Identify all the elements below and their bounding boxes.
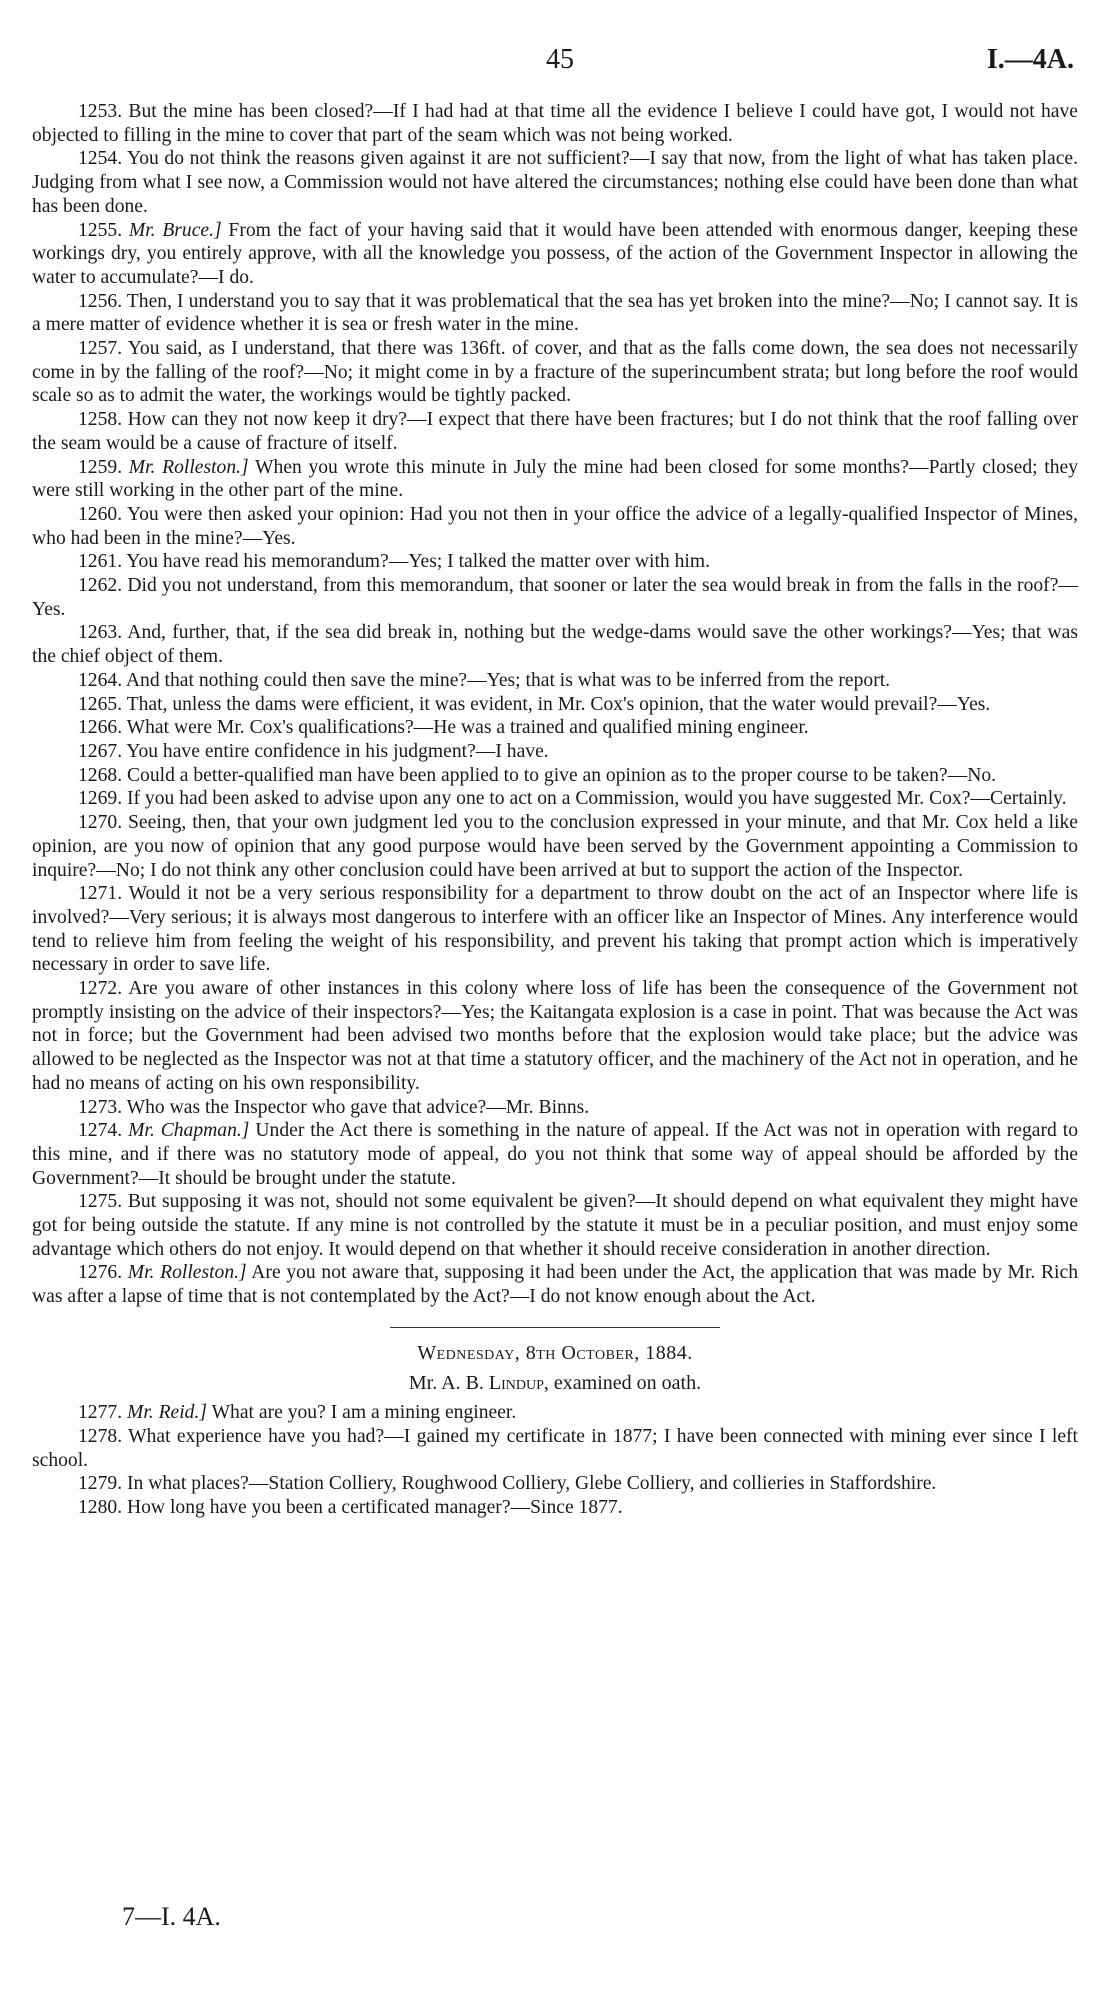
signature-mark: 7—I. 4A. (122, 1902, 221, 1931)
question-text: 1268. Could a better-qualified man have been applied to to give an opinion as to the proper course to be taken?—No. (78, 764, 997, 786)
question-text: 1266. What were Mr. Cox's qualifications?—He was a trained and qualified mining engineer. (78, 717, 809, 739)
question-paragraph (32, 977, 1078, 1096)
question-text: 1257. You said, as I understand, that there was 136ft. of cover, and that as the falls come down, the sea does not necessarily come in by the falling of the roof?—No; it might come in by a fracture of the superincumbent strata; but long before the roof would scale so as to admit the water, the workings would be tightly packed. (32, 338, 1078, 407)
question-number: 1277. (78, 1402, 123, 1424)
question-text: 1270. Seeing, then, that your own judgment led you to the conclusion expressed in your minute, and that Mr. Cox held a like opinion, are you now of opinion that any good purpose would have been served by the Government appointing a Commission to inquire?—No; I do not think any other conclusion could have been arrived at but to support the action of the Inspector. (32, 812, 1078, 881)
question-paragraph (32, 811, 1078, 882)
speaker-name: Mr. Chapman.] (128, 1120, 250, 1142)
question-paragraph (32, 764, 1078, 788)
question-number: 1274. (78, 1120, 123, 1142)
evidence-block-2 (32, 1401, 1078, 1520)
question-paragraph (32, 740, 1078, 764)
question-paragraph (32, 408, 1078, 455)
question-paragraph (32, 669, 1078, 693)
question-paragraph (32, 337, 1078, 408)
question-text: 1262. Did you not understand, from this memorandum, that sooner or later the sea would break in from the falls in the roof?—Yes. (32, 575, 1078, 620)
witness-name: Lindup (488, 1371, 544, 1394)
question-text: 1279. In what places?—Station Colliery, Roughwood Colliery, Glebe Colliery, and collieries in Staffordshire. (78, 1473, 937, 1495)
question-text: 1267. You have entire confidence in his judgment?—I have. (78, 740, 549, 762)
question-paragraph (32, 1261, 1078, 1308)
question-text: 1280. How long have you been a certificated manager?—Since 1877. (78, 1497, 623, 1519)
question-text: When you wrote this minute in July the mine had been closed for some months?—Partly closed; they were still working in the other part of the mine. (32, 456, 1078, 502)
question-paragraph (32, 503, 1078, 550)
question-text: 1273. Who was the Inspector who gave that advice?—Mr. Binns. (78, 1096, 590, 1118)
question-paragraph (32, 1401, 1078, 1425)
question-paragraph (32, 574, 1078, 621)
question-text: 1256. Then, I understand you to say that it was problematical that the sea has yet broken into the mine?—No; I cannot say. It is a mere matter of evidence whether it is sea or fresh water in the mine. (32, 290, 1078, 336)
question-text: Are you not aware that, supposing it had been under the Act, the application that was made by Mr. Rich was after a lapse of time that is not contemplated by the Act?—I do not know enough about the Act. (32, 1262, 1078, 1308)
question-text: 1271. Would it not be a very serious responsibility for a department to throw doubt on the act of an Inspector where life is involved?—Very serious; it is always most dangerous to interfere with an officer like an Inspector of Mines. Any interference would tend to relieve him from feeling the weight of his responsibility, and prevent his taking that prompt action which is imperatively necessary in order to save life. (32, 883, 1078, 976)
question-text: From the fact of your having said that it would have been attended with enormous danger, keeping these workings dry, you entirely approve, with all the knowledge you possess, of the action of the Government Inspector in allowing the water to accumulate?—I do. (32, 219, 1078, 288)
page-number: 45 (546, 44, 574, 75)
question-paragraph (32, 1096, 1078, 1120)
question-text: Under the Act there is something in the nature of appeal. If the Act was not in operation with regard to this mine, and if there was no statutory mode of appeal, do you not think that some way of appeal should be afforded by the Government?—It should be brought under the statute. (32, 1120, 1078, 1189)
page-header (0, 44, 1114, 84)
question-text: 1253. But the mine has been closed?—If I had had at that time all the evidence I believe I could have got, I would not have objected to filling in the mine to cover that part of the seam which was not being worked. (32, 101, 1078, 146)
question-text: 1272. Are you aware of other instances in this colony where loss of life has been the consequence of the Government not promptly insisting on the advice of their inspectors?—Yes; the Kaitangata explosion is a case in point. That was because the Act was not in force; but the Government had been advised two months before that the explosion would take place; but the advice was allowed to be neglected as the Inspector was not at that time a statutory officer, and the machinery of the Act not in operation, and he had no means of acting on his own responsibility. (32, 978, 1078, 1094)
witness-prefix: Mr. A. B. (408, 1371, 489, 1394)
question-text: 1261. You have read his memorandum?—Yes; I talked the matter over with him. (78, 551, 710, 573)
question-paragraph (32, 1425, 1078, 1472)
question-paragraph (32, 621, 1078, 668)
witness-heading (32, 1372, 1078, 1396)
question-number: 1259. (78, 456, 123, 478)
question-text: 1258. How can they not now keep it dry?—I expect that there have been fractures; but I do not think that the roof falling over the seam would be a cause of fracture of itself. (32, 409, 1078, 454)
question-text: What are you? I am a mining engineer. (211, 1402, 517, 1424)
question-text: 1275. But supposing it was not, should not some equivalent be given?—It should depend on what equivalent they might have got for being outside the statute. If any mine is not controlled by the statute it must be in a peculiar position, and must enjoy some advantage which others do not enjoy. It would depend on that whether it should receive consideration in another direction. (32, 1191, 1078, 1260)
question-text: 1263. And, further, that, if the sea did break in, nothing but the wedge-dams would save the other workings?—Yes; that was the chief object of them. (32, 622, 1078, 668)
witness-suffix: , examined on oath. (543, 1371, 702, 1394)
question-text: 1278. What experience have you had?—I gained my certificate in 1877; I have been connected with mining ever since I left school. (32, 1425, 1078, 1471)
question-text: 1269. If you had been asked to advise upon any one to act on a Commission, would you have suggested Mr. Cox?—Certainly. (78, 788, 1067, 810)
evidence-block-1 (32, 100, 1078, 1309)
question-paragraph (32, 290, 1078, 337)
speaker-name: Mr. Bruce.] (128, 219, 222, 241)
question-number: 1255. (78, 219, 123, 241)
question-paragraph (32, 882, 1078, 977)
speaker-name: Mr. Reid.] (127, 1402, 208, 1424)
speaker-name: Mr. Rolleston.] (127, 1262, 247, 1284)
question-text: 1254. You do not think the reasons given against it are not sufficient?—I say that now, from the light of what has taken place. Judging from what I see now, a Commission would not have altered the circumstances; nothing else could have been done than what has been done. (32, 148, 1078, 217)
question-paragraph (32, 1496, 1078, 1520)
question-paragraph (32, 100, 1078, 147)
document-body (32, 100, 1078, 1520)
question-paragraph (32, 550, 1078, 574)
question-paragraph (32, 716, 1078, 740)
question-paragraph (32, 456, 1078, 503)
section-divider (390, 1327, 720, 1328)
question-paragraph (32, 1190, 1078, 1261)
question-paragraph (32, 219, 1078, 290)
question-text: 1260. You were then asked your opinion: Had you not then in your office the advice of a legally-qualified Inspector of Mines, who had been in the mine?—Yes. (32, 503, 1078, 549)
question-number: 1276. (78, 1262, 123, 1284)
section-date: Wednesday, 8th October, 1884. (417, 1341, 693, 1364)
question-paragraph (32, 1119, 1078, 1190)
question-text: 1264. And that nothing could then save the mine?—Yes; that is what was to be inferred from the report. (78, 669, 891, 691)
question-paragraph (32, 147, 1078, 218)
paper-reference: I.—4A. (986, 44, 1074, 75)
question-paragraph (32, 693, 1078, 717)
question-paragraph (32, 787, 1078, 811)
speaker-name: Mr. Rolleston.] (128, 456, 249, 478)
question-text: 1265. That, unless the dams were efficient, it was evident, in Mr. Cox's opinion, that the water would prevail?—Yes. (78, 693, 991, 715)
question-paragraph (32, 1472, 1078, 1496)
